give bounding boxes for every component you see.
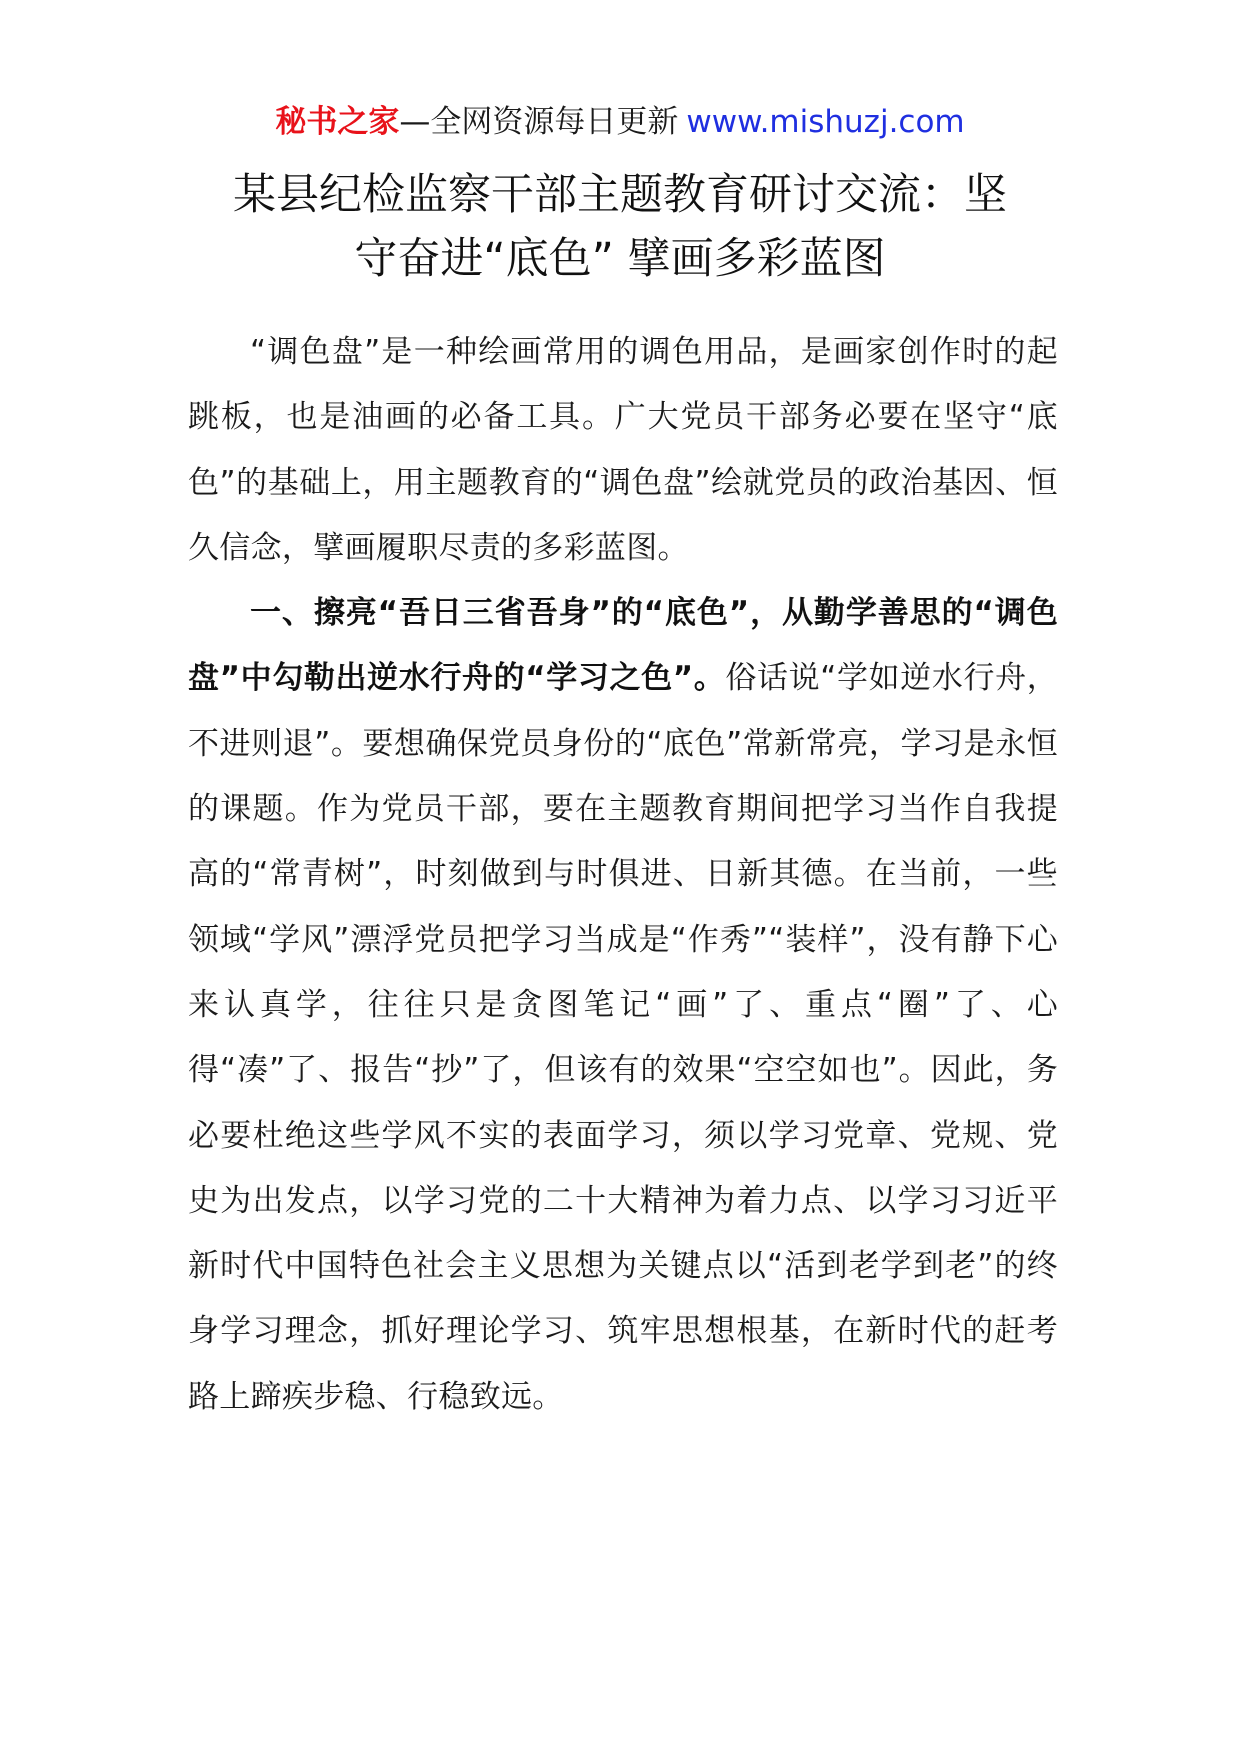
intro-paragraph xyxy=(188,320,1058,581)
section-one-text: 俗话说“学如逆水行舟，不进则退”。要想确保党员身份的“底色”常新常亮，学习是永恒的课题。作为党员干部，要在主题教育期间把学习当作自我提高的“常青树”，时刻做到与时俱进、日新其德。在当前，一些领域“学风”漂浮党员把学习当成是“作秀”“装样”，没有静下心来认真学，往往只是贪图笔记“画”了、重点“圈”了、心得“凑”了、报告“抄”了，但该有的效果“空空如也”。因此，务必要杜绝这些学风不实的表面学习，须以学习党章、党规、党史为出发点，以学习党的二十大精神为着力点、以学习习近平新时代中国特色社会主义思想为关键点以“活到老学到老”的终身学习理念，抓好理论学习、筑牢思想根基，在新时代的赶考路上蹄疾步稳、行稳致远。 xyxy=(188,660,1059,1415)
document-title-line-2: 守奋进“底色” 擘画多彩蓝图 xyxy=(354,234,886,284)
site-header xyxy=(0,100,1240,144)
intro-paragraph-text: “调色盘”是一种绘画常用的调色用品，是画家创作时的起跳板，也是油画的必备工具。广大党员干部务必要在坚守“底色”的基础上，用主题教育的“调色盘”绘就党员的政治基因、恒久信念，擘画履职尽责的多彩蓝图。 xyxy=(188,334,1058,566)
section-one-heading: 一、擦亮“吾日三省吾身”的“底色”，从勤学善思的“调色盘”中勾勒出逆水行舟的“学习之色”。 xyxy=(188,595,1058,697)
site-url-link[interactable]: www.mishuzj.com xyxy=(686,104,965,140)
section-one-paragraph xyxy=(188,581,1058,1430)
site-tagline: —全网资源每日更新 xyxy=(399,104,679,140)
document-title xyxy=(150,163,1090,291)
document-body xyxy=(188,320,1058,1430)
site-brand: 秘书之家 xyxy=(275,104,400,140)
document-title-line-1: 某县纪检监察干部主题教育研讨交流：坚 xyxy=(233,170,1007,220)
